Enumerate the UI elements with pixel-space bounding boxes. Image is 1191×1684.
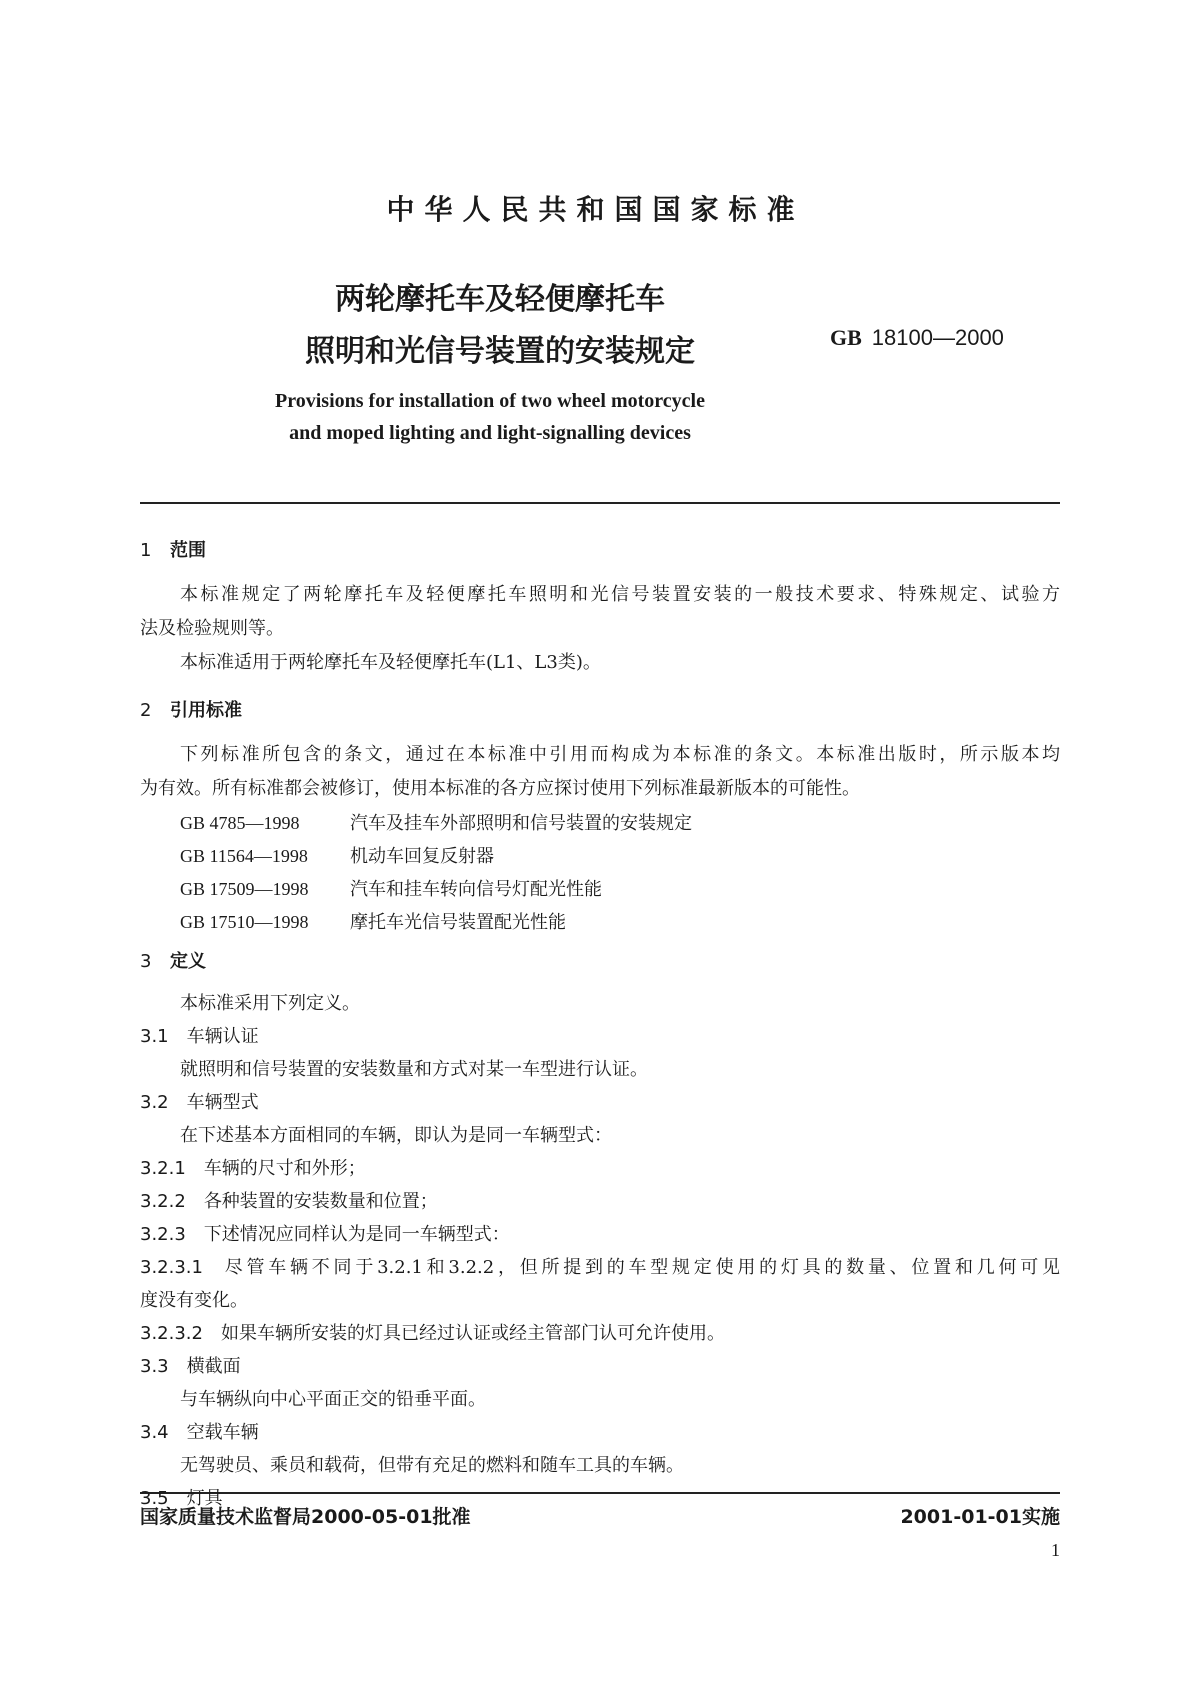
clause-title: 灯具	[186, 1488, 223, 1509]
reference-item	[180, 811, 1060, 836]
clause-3-2-1	[140, 1157, 1060, 1181]
title-cn-line1: 两轮摩托车及轻便摩托车	[335, 282, 665, 317]
reference-title: 摩托车光信号装置配光性能	[350, 912, 566, 933]
reference-code: GB 17509—1998	[180, 879, 309, 899]
clause-number: 3.2.3.2	[140, 1323, 203, 1344]
clause-3-1	[140, 1025, 1060, 1049]
paragraph-line: 下列标准所包含的条文，通过在本标准中引用而构成为本标准的条文。本标准出版时，所示版本均	[180, 744, 1060, 765]
header-divider	[140, 502, 1060, 504]
clause-3-2-2	[140, 1190, 1060, 1214]
clause-title: 车辆型式	[186, 1092, 259, 1113]
clause-number: 3.1	[140, 1026, 169, 1047]
section-title: 引用标准	[170, 700, 242, 721]
section-number: 3	[140, 951, 152, 972]
paragraph-line: 本标准适用于两轮摩托车及轻便摩托车(L1、L3类)。	[180, 652, 601, 673]
clause-3-2	[140, 1091, 1060, 1115]
title-en-line1: Provisions for installation of two wheel motorcycle	[275, 390, 705, 412]
clause-number: 3.4	[140, 1422, 169, 1443]
section-2-heading	[140, 699, 1060, 723]
reference-title: 机动车回复反射器	[350, 846, 494, 867]
paragraph-line: 本标准规定了两轮摩托车及轻便摩托车照明和光信号装置安装的一般技术要求、特殊规定、试验方	[180, 584, 1060, 605]
standard-code-number: 18100—2000	[871, 325, 1004, 350]
reference-code: GB 11564—1998	[180, 846, 308, 866]
section-title: 定义	[170, 951, 206, 972]
clause-title: 空载车辆	[186, 1422, 259, 1443]
paragraph-line: 与车辆纵向中心平面正交的铅垂平面。	[180, 1389, 486, 1410]
paragraph-line: 为有效。所有标准都会被修订，使用本标准的各方应探讨使用下列标准最新版本的可能性。	[140, 778, 860, 799]
paragraph-line: 度没有变化。	[140, 1290, 248, 1311]
clause-number: 3.3	[140, 1356, 169, 1377]
clause-number: 3.2	[140, 1092, 169, 1113]
clause-number: 3.2.1	[140, 1158, 186, 1179]
reference-code: GB 17510—1998	[180, 912, 309, 932]
clause-number: 3.2.2	[140, 1191, 186, 1212]
implementation-date: 2001-01-01实施	[900, 1506, 1060, 1528]
clause-text: 下述情况应同样认为是同一车辆型式：	[203, 1224, 510, 1245]
standard-code-prefix: GB	[830, 325, 862, 350]
paragraph-line: 法及检验规则等。	[140, 618, 284, 639]
clause-3-5	[140, 1487, 1060, 1511]
title-en-line2: and moped lighting and light-signalling devices	[289, 422, 691, 444]
title-cn-line2: 照明和光信号装置的安装规定	[305, 334, 695, 369]
reference-code: GB 4785—1998	[180, 813, 300, 833]
clause-number: 3.5	[140, 1488, 169, 1509]
clause-number: 3.2.3.1	[140, 1257, 203, 1278]
clause-3-2-3-1	[140, 1256, 1060, 1280]
national-standard-header: 中华人民共和国国家标准	[386, 193, 805, 226]
section-3-heading	[140, 950, 1060, 974]
reference-item	[180, 877, 1060, 902]
clause-3-2-3-2	[140, 1322, 1060, 1346]
clause-text: 如果车辆所安装的灯具已经过认证或经主管部门认可允许使用。	[220, 1323, 725, 1344]
section-1-heading	[140, 539, 1060, 563]
clause-title: 横截面	[186, 1356, 241, 1377]
clause-text: 尽管车辆不同于3.2.1和3.2.2，但所提到的车型规定使用的灯具的数量、位置和几何可见	[220, 1257, 1060, 1278]
section-title: 范围	[170, 540, 206, 561]
section-number: 1	[140, 540, 152, 561]
clause-text: 车辆的尺寸和外形；	[203, 1158, 366, 1179]
paragraph-line: 本标准采用下列定义。	[180, 993, 360, 1014]
clause-3-4	[140, 1421, 1060, 1445]
reference-title: 汽车和挂车转向信号灯配光性能	[350, 879, 602, 900]
reference-item	[180, 844, 1060, 869]
approval-note: 国家质量技术监督局2000-05-01批准	[140, 1506, 471, 1528]
clause-text: 各种装置的安装数量和位置；	[203, 1191, 438, 1212]
reference-item	[180, 910, 1060, 935]
reference-title: 汽车及挂车外部照明和信号装置的安装规定	[350, 813, 692, 834]
section-number: 2	[140, 700, 152, 721]
paragraph-line: 无驾驶员、乘员和载荷，但带有充足的燃料和随车工具的车辆。	[180, 1455, 684, 1476]
clause-3-3	[140, 1355, 1060, 1379]
clause-number: 3.2.3	[140, 1224, 186, 1245]
clause-title: 车辆认证	[186, 1026, 259, 1047]
paragraph-line: 在下述基本方面相同的车辆，即认为是同一车辆型式：	[180, 1125, 612, 1146]
standard-code	[830, 325, 1004, 351]
clause-3-2-3	[140, 1223, 1060, 1247]
paragraph-line: 就照明和信号装置的安装数量和方式对某一车型进行认证。	[180, 1059, 648, 1080]
page-number: 1	[1051, 1540, 1060, 1560]
